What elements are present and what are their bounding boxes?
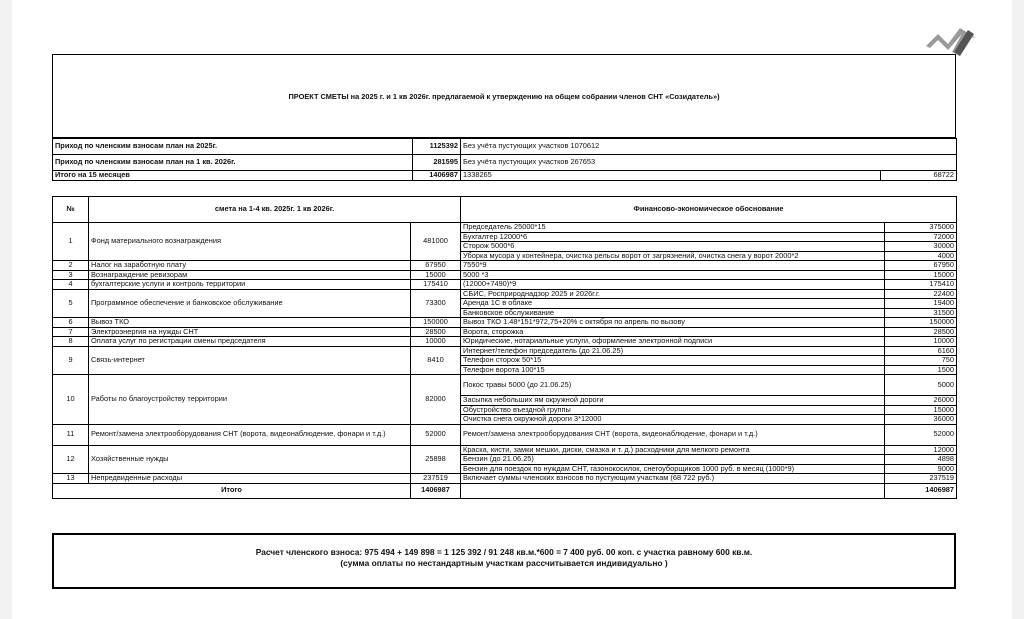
income-value: 281595 <box>413 155 461 171</box>
row-sum: 73300 <box>411 289 461 318</box>
row-basis-text: Аренда 1С в облаке <box>461 299 885 309</box>
row-basis-amount: 6160 <box>885 346 957 356</box>
row-number: 13 <box>53 474 89 484</box>
income-label: Приход по членским взносам план на 1 кв. 2026г. <box>53 155 413 171</box>
estimate-title-box <box>52 54 956 138</box>
row-basis-amount: 4000 <box>885 251 957 261</box>
table-row <box>53 346 957 356</box>
row-basis-amount: 750 <box>885 356 957 366</box>
row-number: 12 <box>53 445 89 474</box>
income-extra: 68722 <box>881 171 957 181</box>
row-basis-text: Телефон ворота 100*15 <box>461 365 885 375</box>
row-basis-amount: 19400 <box>885 299 957 309</box>
row-number: 7 <box>53 327 89 337</box>
table-row <box>53 337 957 347</box>
calculation-line-2: (сумма оплаты по нестандартным участкам рассчитывается индивидуально ) <box>340 558 668 568</box>
table-row <box>53 280 957 290</box>
row-basis-text: Председатель 25000*15 <box>461 223 885 233</box>
total-basis-empty <box>461 483 885 498</box>
row-item: Связь-интернет <box>89 346 411 375</box>
row-basis-text: Бухгалтер 12000*6 <box>461 232 885 242</box>
row-basis-text: Покос травы 5000 (до 21.06.25) <box>461 375 885 396</box>
row-basis-amount: 67950 <box>885 261 957 271</box>
income-row <box>53 139 957 155</box>
table-row <box>53 445 957 455</box>
row-basis-text: Сторож 5000*6 <box>461 242 885 252</box>
table-row <box>53 318 957 328</box>
calculation-line-1: Расчет членского взноса: 975 494 + 149 898 = 1 125 392 / 91 248 кв.м.*600 = 7 400 руб. 00 коп. с участка равному 600 кв.м. <box>255 547 753 557</box>
row-number: 2 <box>53 261 89 271</box>
row-sum: 25898 <box>411 445 461 474</box>
row-basis-text: Ремонт/замена электрооборудования СНТ (ворота, видеонаблюдение, фонари и т.д.) <box>461 424 885 445</box>
row-item: Непредвиденные расходы <box>89 474 411 484</box>
row-number: 5 <box>53 289 89 318</box>
row-basis-text: Банковское обслуживание <box>461 308 885 318</box>
row-item: Работы по благоустройству территории <box>89 375 411 425</box>
row-basis-amount: 12000 <box>885 445 957 455</box>
row-item: Вывоз ТКО <box>89 318 411 328</box>
row-basis-amount: 22400 <box>885 289 957 299</box>
row-basis-text: Уборка мусора у контейнера, очистка рельсы ворот от загрязнений, очистка снега у ворот 2000*2 <box>461 251 885 261</box>
row-basis-text: Телефон сторож 50*15 <box>461 356 885 366</box>
row-sum: 481000 <box>411 223 461 261</box>
row-sum: 175410 <box>411 280 461 290</box>
row-item: Электроэнергия на нужды СНТ <box>89 327 411 337</box>
row-item: Фонд материального вознаграждения <box>89 223 411 261</box>
row-basis-amount: 150000 <box>885 318 957 328</box>
row-item: бухгалтерские услуги и контроль территории <box>89 280 411 290</box>
row-number: 8 <box>53 337 89 347</box>
row-basis-text: Бензин (до 21.06.25) <box>461 455 885 465</box>
row-basis-amount: 30000 <box>885 242 957 252</box>
row-basis-amount: 9000 <box>885 464 957 474</box>
income-note: Без учёта пустующих участков 1070612 <box>461 139 957 155</box>
row-basis-text: Засыпка небольших ям окружной дороги <box>461 396 885 406</box>
row-item: Оплата услуг по регистрации смены председателя <box>89 337 411 347</box>
row-number: 10 <box>53 375 89 425</box>
col-header-item: смета на 1-4 кв. 2025г. 1 кв 2026г. <box>89 197 461 223</box>
income-note: Без учёта пустующих участков 267653 <box>461 155 957 171</box>
row-basis-text: СБИС, Росприроднадзор 2025 и 2026г.г. <box>461 289 885 299</box>
row-item: Программное обеспечение и банковское обслуживание <box>89 289 411 318</box>
row-sum: 82000 <box>411 375 461 425</box>
income-table <box>52 138 957 181</box>
row-basis-text: Обустройство въездной группы <box>461 405 885 415</box>
income-value: 1406987 <box>413 171 461 181</box>
row-sum: 8410 <box>411 346 461 375</box>
row-sum: 52000 <box>411 424 461 445</box>
row-basis-amount: 15000 <box>885 270 957 280</box>
row-basis-amount: 375000 <box>885 223 957 233</box>
estimate-title: ПРОЕКТ СМЕТЫ на 2025 г. и 1 кв 2026г. предлагаемой к утверждению на общем собрании членов СНТ «Созидатель») <box>288 91 720 101</box>
table-row <box>53 424 957 445</box>
row-sum: 67950 <box>411 261 461 271</box>
row-basis-amount: 1500 <box>885 365 957 375</box>
row-basis-text: Включает суммы членских взносов по пустующим участкам (68 722 руб.) <box>461 474 885 484</box>
row-number: 9 <box>53 346 89 375</box>
total-label: Итого <box>53 483 411 498</box>
income-label: Итого на 15 месяцев <box>53 171 413 181</box>
income-value: 1125392 <box>413 139 461 155</box>
row-basis-amount: 52000 <box>885 424 957 445</box>
row-basis-text: 7550*9 <box>461 261 885 271</box>
row-sum: 28500 <box>411 327 461 337</box>
row-basis-text: Краска, кисти, замки мешки, диски, смазка и т. д.) расходники для мелкого ремонта <box>461 445 885 455</box>
table-row <box>53 270 957 280</box>
table-row <box>53 223 957 233</box>
row-number: 1 <box>53 223 89 261</box>
income-row <box>53 171 957 181</box>
row-sum: 10000 <box>411 337 461 347</box>
row-basis-text: Бензин для поездок по нуждам СНТ, газонокосилок, снегоуборщиков 1000 руб. в месяц (1000*9) <box>461 464 885 474</box>
row-basis-text: Ворота, сторожка <box>461 327 885 337</box>
row-number: 3 <box>53 270 89 280</box>
logo-icon <box>924 22 978 58</box>
row-basis-text: Очистка снега окружной дороги 3*12000 <box>461 415 885 425</box>
income-note: 1338265 <box>461 171 881 181</box>
row-basis-amount: 175410 <box>885 280 957 290</box>
row-basis-amount: 26000 <box>885 396 957 406</box>
table-row <box>53 474 957 484</box>
row-basis-amount: 5000 <box>885 375 957 396</box>
income-row <box>53 155 957 171</box>
row-item: Хозяйственные нужды <box>89 445 411 474</box>
col-header-number: № <box>53 197 89 223</box>
row-sum: 237519 <box>411 474 461 484</box>
row-basis-text: 5000 *3 <box>461 270 885 280</box>
table-row <box>53 327 957 337</box>
estimate-header-row <box>53 197 957 223</box>
row-sum: 15000 <box>411 270 461 280</box>
row-item: Налог на заработную плату <box>89 261 411 271</box>
row-item: Вознаграждение ревизорам <box>89 270 411 280</box>
estimate-table <box>52 196 957 499</box>
row-number: 6 <box>53 318 89 328</box>
calculation-box <box>52 533 956 589</box>
row-item: Ремонт/замена электрооборудования СНТ (ворота, видеонаблюдение, фонари и т.д.) <box>89 424 411 445</box>
row-basis-amount: 15000 <box>885 405 957 415</box>
row-number: 4 <box>53 280 89 290</box>
row-basis-amount: 10000 <box>885 337 957 347</box>
row-sum: 150000 <box>411 318 461 328</box>
total-amount: 1406987 <box>885 483 957 498</box>
table-row <box>53 289 957 299</box>
table-row <box>53 375 957 396</box>
row-basis-amount: 237519 <box>885 474 957 484</box>
total-row <box>53 483 957 498</box>
row-basis-amount: 72000 <box>885 232 957 242</box>
row-basis-amount: 28500 <box>885 327 957 337</box>
income-label: Приход по членским взносам план на 2025г. <box>53 139 413 155</box>
row-basis-amount: 36000 <box>885 415 957 425</box>
row-basis-amount: 31500 <box>885 308 957 318</box>
table-row <box>53 261 957 271</box>
row-basis-text: Интернет/телефон председатель (до 21.06.25) <box>461 346 885 356</box>
col-header-basis: Финансово-экономическое обоснование <box>461 197 957 223</box>
row-basis-text: (12000+7490)*9 <box>461 280 885 290</box>
row-basis-amount: 4898 <box>885 455 957 465</box>
total-sum: 1406987 <box>411 483 461 498</box>
row-basis-text: Вывоз ТКО 1.48*151*972,75+20% с октября по апрель по вызову <box>461 318 885 328</box>
row-basis-text: Юридические, нотариальные услуги, оформление электронной подписи <box>461 337 885 347</box>
row-number: 11 <box>53 424 89 445</box>
